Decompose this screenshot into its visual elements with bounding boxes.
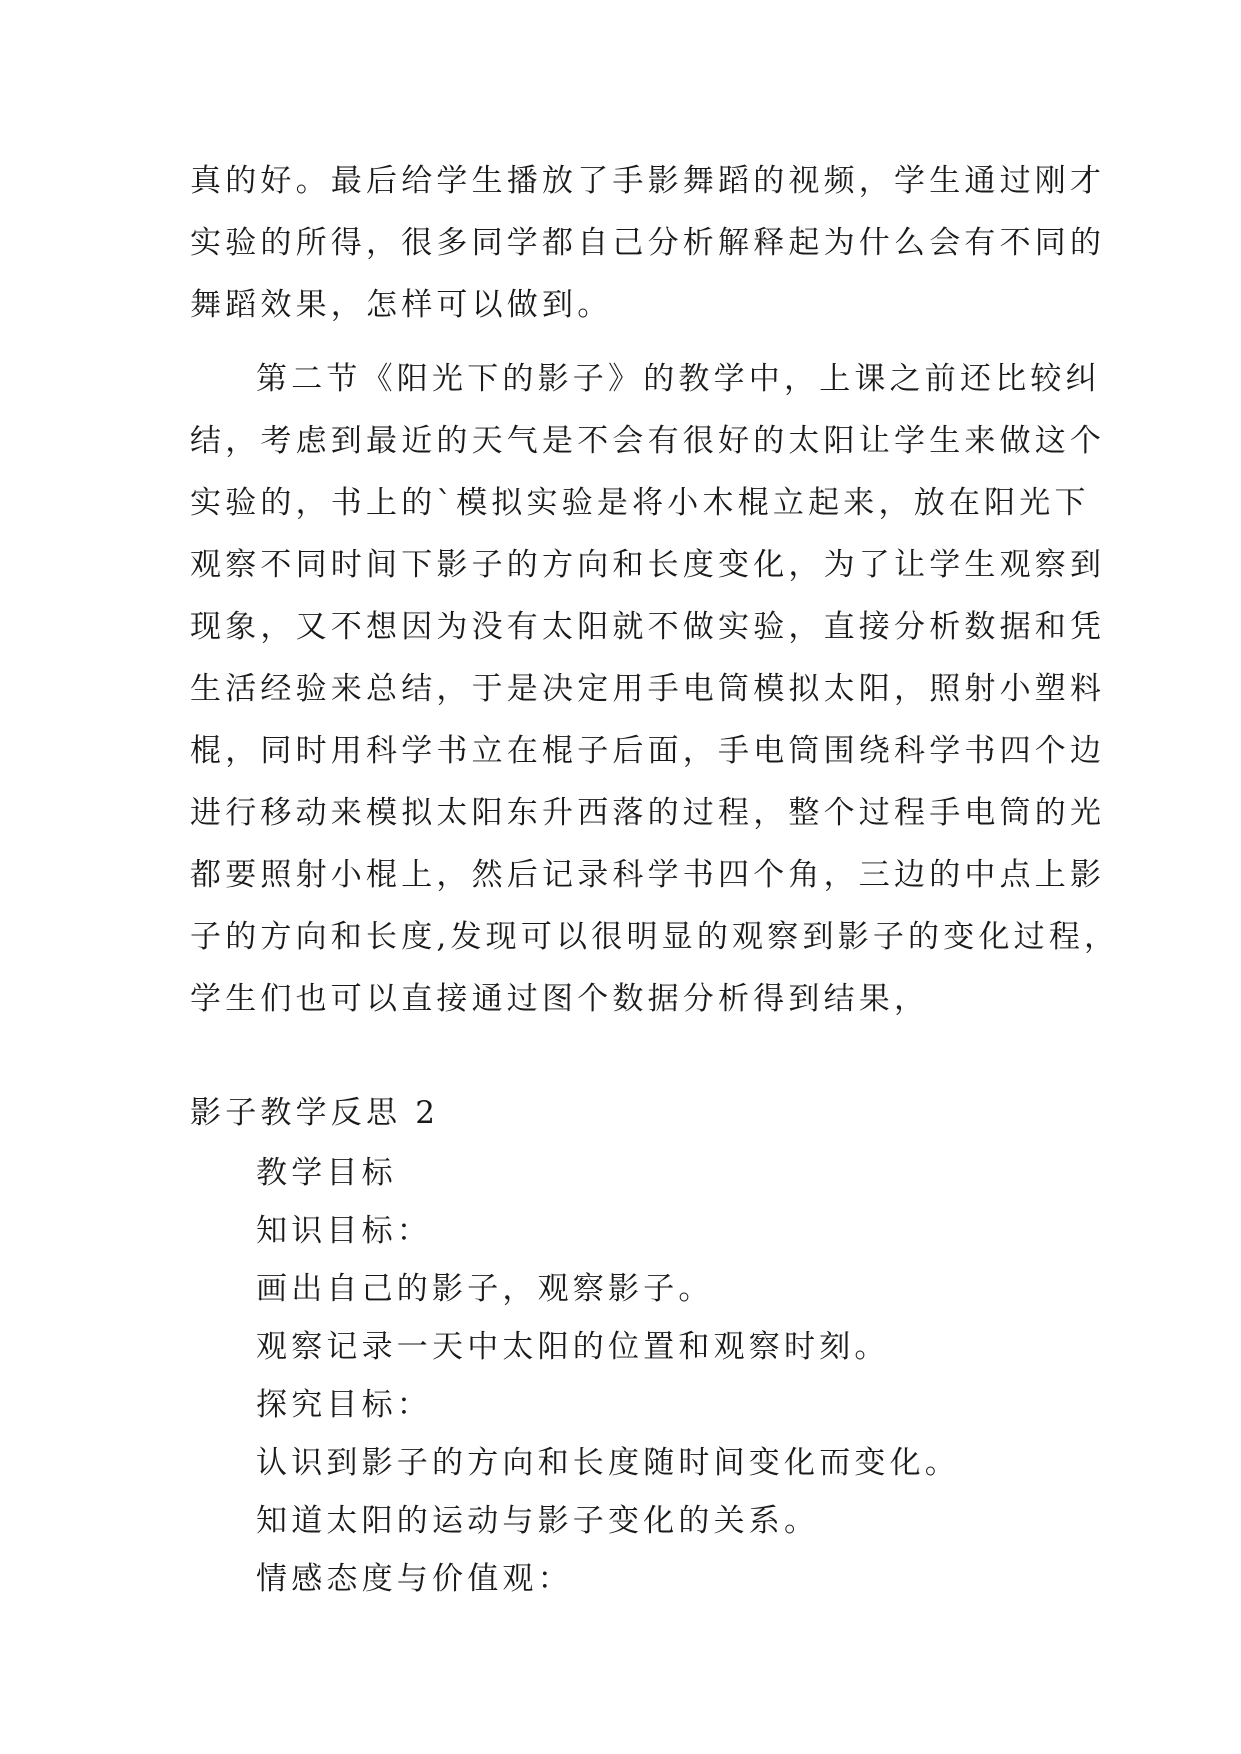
section-objectives-list [190, 1144, 1050, 1608]
text-line: 学生们也可以直接通过图个数据分析得到结果， [190, 981, 930, 1017]
section-title: 影子教学反思 2 [190, 1095, 440, 1131]
text-line: 实验的，书上的`模拟实验是将小木棍立起来，放在阳光下 [190, 485, 1090, 521]
list-item: 画出自己的影子，观察影子。 [256, 1271, 714, 1307]
text-line: 进行移动来模拟太阳东升西落的过程，整个过程手电筒的光 [190, 795, 1106, 831]
list-item: 观察记录一天中太阳的位置和观察时刻。 [256, 1329, 890, 1365]
list-item: 探究目标： [256, 1387, 432, 1423]
text-line: 第二节《阳光下的影子》的教学中，上课之前还比较纠 [256, 361, 1101, 397]
list-item: 知道太阳的运动与影子变化的关系。 [256, 1503, 820, 1539]
text-line: 棍，同时用科学书立在棍子后面，手电筒围绕科学书四个边 [190, 733, 1106, 769]
text-line: 现象，又不想因为没有太阳就不做实验，直接分析数据和凭 [190, 609, 1106, 645]
list-item: 知识目标： [256, 1213, 432, 1249]
text-line: 子的方向和长度,发现可以很明显的观察到影子的变化过程， [190, 919, 1120, 955]
text-line: 观察不同时间下影子的方向和长度变化，为了让学生观察到 [190, 547, 1106, 583]
text-line: 实验的所得，很多同学都自己分析解释起为什么会有不同的 [190, 225, 1106, 261]
text-line: 真的好。最后给学生播放了手影舞蹈的视频，学生通过刚才 [190, 163, 1106, 199]
text-line: 都要照射小棍上，然后记录科学书四个角，三边的中点上影 [190, 857, 1106, 893]
paragraph-hand-shadow [190, 150, 1106, 336]
list-item: 情感态度与价值观： [256, 1561, 573, 1597]
list-item: 教学目标 [256, 1155, 397, 1191]
list-item: 认识到影子的方向和长度随时间变化而变化。 [256, 1445, 960, 1481]
text-line: 舞蹈效果，怎样可以做到。 [190, 287, 613, 323]
text-line: 结，考虑到最近的天气是不会有很好的太阳让学生来做这个 [190, 423, 1106, 459]
text-line: 生活经验来总结，于是决定用手电筒模拟太阳，照射小塑料 [190, 671, 1106, 707]
paragraph-sunlight-shadow [190, 348, 1120, 1030]
document-page [190, 150, 1120, 1608]
